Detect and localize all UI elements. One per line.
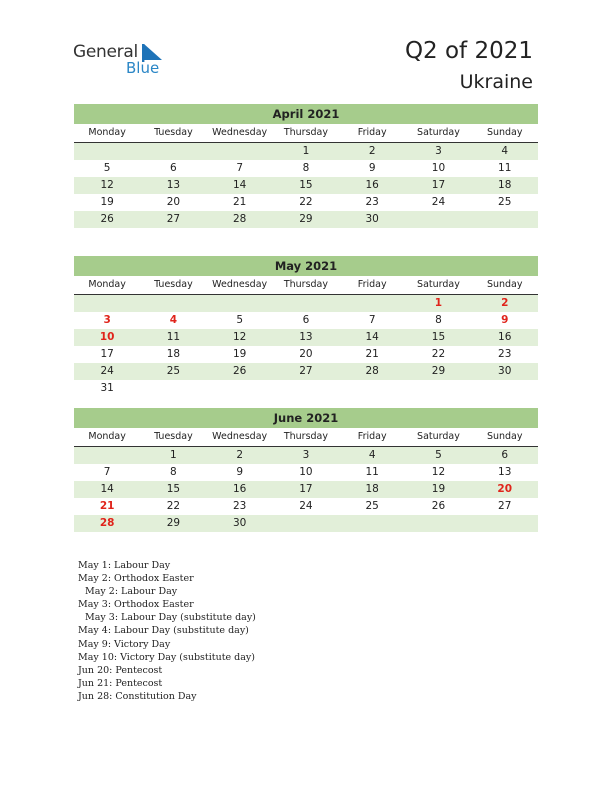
day-cell: 3: [435, 145, 442, 157]
month-title: June 2021: [74, 408, 538, 428]
weekday-label: Sunday: [486, 431, 523, 442]
weekday-header-row: [74, 125, 538, 143]
day-cell: 19: [100, 196, 114, 208]
day-cell: [472, 380, 538, 397]
day-cell: [140, 143, 206, 160]
day-cell: 24: [299, 500, 313, 512]
day-cell: 11: [365, 466, 379, 478]
day-cell: 5: [435, 449, 442, 461]
week-row: [74, 464, 538, 481]
day-cell: [74, 295, 140, 312]
weekday-label: Tuesday: [154, 279, 193, 290]
weekday-label: Wednesday: [212, 431, 268, 442]
day-cell: 30: [498, 365, 512, 377]
day-cell: 20: [166, 196, 181, 208]
weekday-label: Wednesday: [212, 279, 268, 290]
day-cell: 12: [431, 466, 446, 478]
day-cell: 25: [365, 500, 379, 512]
day-cell: 10: [431, 162, 446, 174]
holiday-day-cell: 9: [501, 314, 509, 326]
day-cell: 12: [100, 179, 114, 191]
day-cell: 19: [431, 483, 446, 495]
month-title: May 2021: [74, 256, 538, 276]
day-cell: 19: [232, 348, 247, 360]
day-cell: 13: [166, 179, 181, 191]
day-cell: 16: [232, 483, 247, 495]
day-cell: [339, 515, 405, 532]
day-cell: 7: [368, 314, 376, 326]
day-cell: [273, 380, 339, 397]
day-cell: 28: [365, 365, 379, 377]
day-cell: 2: [368, 145, 376, 157]
holiday-note: May 3: Orthodox Easter: [78, 599, 194, 611]
day-cell: 8: [435, 314, 442, 326]
holiday-day-cell: 28: [99, 517, 115, 529]
day-cell: 2: [236, 449, 243, 461]
day-cell: 11: [498, 162, 512, 174]
holiday-note: May 10: Victory Day (substitute day): [78, 651, 255, 663]
week-row: [74, 363, 538, 380]
weekday-label: Saturday: [417, 279, 460, 290]
weekday-header-row: [74, 277, 538, 295]
day-cell: 27: [299, 365, 313, 377]
holiday-note: Jun 21: Pentecost: [78, 677, 163, 689]
day-cell: 27: [498, 500, 512, 512]
day-cell: [140, 295, 206, 312]
weekday-label: Saturday: [417, 127, 460, 138]
holiday-day-cell: 1: [434, 297, 443, 309]
day-cell: 18: [498, 179, 512, 191]
day-cell: 16: [498, 331, 512, 343]
day-cell: 23: [232, 500, 247, 512]
day-cell: [207, 380, 273, 397]
day-cell: 6: [302, 314, 310, 326]
day-cell: 9: [236, 466, 243, 478]
week-row: [74, 160, 538, 177]
weekday-label: Sunday: [486, 279, 523, 290]
holiday-note: May 4: Labour Day (substitute day): [78, 625, 249, 637]
day-cell: [339, 380, 405, 397]
weekday-label: Monday: [88, 279, 126, 290]
month-may: [74, 256, 538, 397]
day-cell: 15: [299, 179, 313, 191]
weekday-label: Friday: [357, 127, 387, 138]
day-cell: 25: [498, 196, 512, 208]
day-cell: 20: [299, 348, 313, 360]
weekday-label: Friday: [357, 431, 387, 442]
day-cell: [140, 380, 206, 397]
weekday-label: Monday: [88, 431, 126, 442]
brand-logo: [73, 42, 173, 78]
week-row: [74, 515, 538, 532]
day-cell: 7: [103, 466, 111, 478]
weekday-label: Thursday: [283, 127, 329, 138]
week-row: [74, 295, 538, 312]
day-cell: 18: [365, 483, 379, 495]
day-cell: 14: [365, 331, 379, 343]
weekday-label: Tuesday: [154, 431, 193, 442]
week-row: [74, 211, 538, 228]
day-cell: 26: [100, 213, 114, 225]
week-row: [74, 312, 538, 329]
day-cell: 30: [232, 517, 247, 529]
logo-text-blue: Blue: [126, 59, 160, 77]
day-cell: 25: [166, 365, 181, 377]
weekday-label: Wednesday: [212, 127, 268, 138]
week-row: [74, 143, 538, 160]
holiday-day-cell: 21: [99, 500, 115, 512]
day-cell: [74, 447, 140, 464]
holiday-day-cell: 4: [169, 314, 178, 326]
day-cell: 12: [232, 331, 247, 343]
day-cell: 4: [368, 449, 376, 461]
day-cell: 22: [299, 196, 313, 208]
day-cell: [207, 143, 273, 160]
day-cell: 27: [166, 213, 181, 225]
weekday-label: Thursday: [283, 279, 329, 290]
day-cell: 10: [299, 466, 313, 478]
day-cell: 9: [368, 162, 376, 174]
day-cell: 13: [299, 331, 313, 343]
day-cell: 5: [103, 162, 111, 174]
day-cell: [339, 295, 405, 312]
day-cell: [273, 295, 339, 312]
day-cell: 24: [431, 196, 446, 208]
day-cell: 6: [501, 449, 509, 461]
day-cell: 15: [166, 483, 181, 495]
weekday-header-row: [74, 429, 538, 447]
day-cell: 8: [170, 466, 177, 478]
day-cell: 18: [166, 348, 181, 360]
day-cell: 14: [100, 483, 114, 495]
month-june: [74, 408, 538, 532]
day-cell: 3: [302, 449, 310, 461]
day-cell: 8: [302, 162, 310, 174]
holiday-day-cell: 20: [497, 483, 513, 495]
holiday-note: May 2: Labour Day: [85, 586, 178, 598]
day-cell: 16: [365, 179, 379, 191]
day-cell: 21: [232, 196, 247, 208]
page-title: Q2 of 2021: [404, 38, 533, 64]
week-row: [74, 380, 538, 397]
day-cell: [405, 211, 471, 228]
week-row: [74, 177, 538, 194]
day-cell: 26: [232, 365, 247, 377]
day-cell: 24: [100, 365, 114, 377]
day-cell: 5: [236, 314, 243, 326]
day-cell: [207, 295, 273, 312]
day-cell: [472, 211, 538, 228]
day-cell: 21: [365, 348, 379, 360]
day-cell: 22: [431, 348, 446, 360]
day-cell: 13: [498, 466, 512, 478]
week-row: [74, 329, 538, 346]
logo-text-general: General: [73, 42, 138, 62]
day-cell: 1: [302, 145, 310, 157]
weekday-label: Tuesday: [154, 127, 193, 138]
month-title: April 2021: [74, 104, 538, 124]
weekday-label: Friday: [357, 279, 387, 290]
holiday-day-cell: 10: [99, 331, 115, 343]
day-cell: 29: [166, 517, 181, 529]
holiday-day-cell: 3: [103, 314, 111, 326]
day-cell: 6: [170, 162, 177, 174]
day-cell: 4: [501, 145, 509, 157]
day-cell: 29: [299, 213, 313, 225]
day-cell: 17: [299, 483, 313, 495]
day-cell: 17: [431, 179, 446, 191]
day-cell: [273, 515, 339, 532]
month-april: [74, 104, 538, 228]
day-cell: 29: [431, 365, 446, 377]
holiday-note: Jun 20: Pentecost: [78, 664, 163, 676]
holiday-note: May 1: Labour Day: [78, 560, 171, 571]
day-cell: 31: [100, 382, 114, 394]
day-cell: 11: [166, 331, 181, 343]
day-cell: [472, 515, 538, 532]
day-cell: [405, 515, 471, 532]
weekday-label: Monday: [88, 127, 126, 138]
weekday-label: Saturday: [417, 431, 460, 442]
holiday-note: May 9: Victory Day: [78, 638, 171, 650]
week-row: [74, 346, 538, 363]
country-name: Ukraine: [459, 71, 533, 93]
week-row: [74, 194, 538, 211]
holiday-note: May 2: Orthodox Easter: [78, 573, 194, 585]
day-cell: 23: [498, 348, 512, 360]
holiday-list: [78, 559, 256, 703]
day-cell: 1: [170, 449, 177, 461]
weekday-label: Sunday: [486, 127, 523, 138]
day-cell: 26: [431, 500, 446, 512]
holiday-note: Jun 28: Constitution Day: [78, 690, 197, 702]
day-cell: 28: [232, 213, 247, 225]
week-row: [74, 481, 538, 498]
day-cell: [74, 143, 140, 160]
holiday-note: May 3: Labour Day (substitute day): [85, 612, 256, 624]
day-cell: 17: [100, 348, 114, 360]
day-cell: 23: [365, 196, 379, 208]
day-cell: 30: [365, 213, 379, 225]
day-cell: 7: [236, 162, 243, 174]
week-row: [74, 447, 538, 464]
holiday-day-cell: 2: [501, 297, 509, 309]
week-row: [74, 498, 538, 515]
day-cell: [405, 380, 471, 397]
day-cell: 14: [232, 179, 247, 191]
day-cell: 22: [166, 500, 181, 512]
day-cell: 15: [431, 331, 446, 343]
weekday-label: Thursday: [283, 431, 329, 442]
